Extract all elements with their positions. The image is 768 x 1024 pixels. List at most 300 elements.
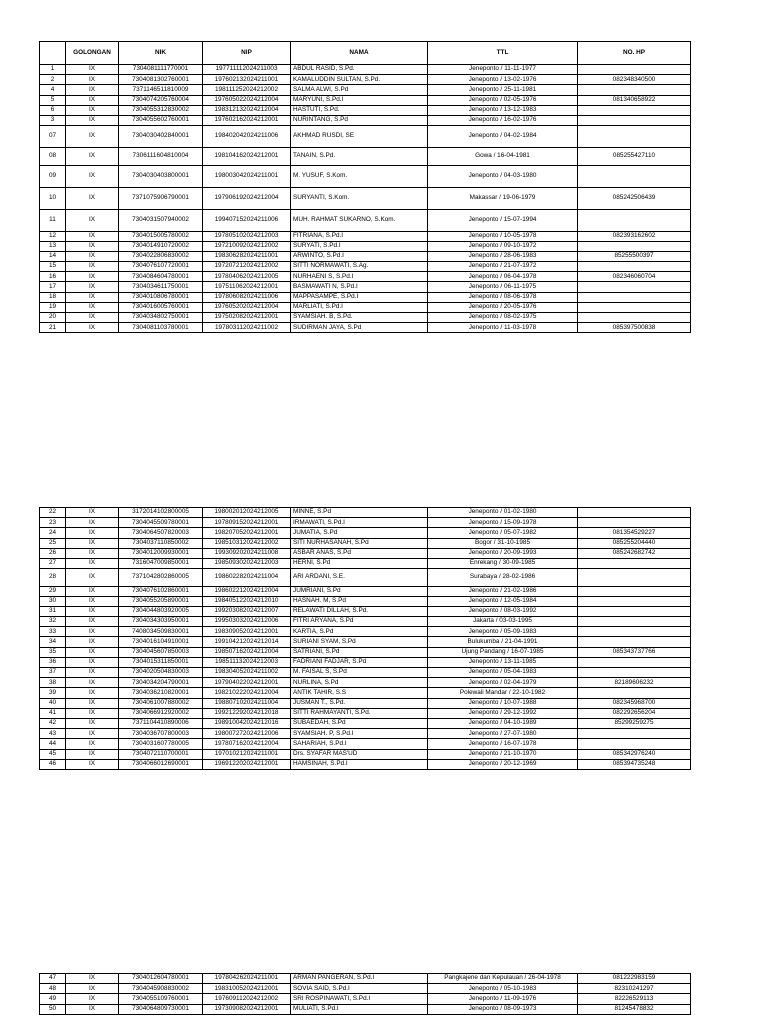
table-row [40,75,691,85]
nama-cell: Drs. SYAFAR MAS'UD [291,749,428,759]
no-hp-cell [578,596,691,606]
nik-cell: 7304030402840001 [119,126,203,148]
row-number-cell: 24 [40,528,66,538]
golongan-cell: IX [66,708,119,718]
golongan-cell: IX [66,272,119,282]
no-hp-cell [578,739,691,749]
nip-cell: 196912202024212001 [203,759,291,769]
golongan-cell: IX [66,251,119,261]
nama-cell: HAMSINAH, S.Pd.I [291,759,428,769]
nip-cell: 197605022024212004 [203,95,291,105]
nama-cell: KARTIA, S.Pd [291,627,428,637]
nama-cell: FITRIANA, S.Pd.I [291,231,428,241]
golongan-cell: IX [66,262,119,272]
nama-cell: SRI ROSPINAWATI, S.Pd.I [291,994,428,1004]
nama-cell: SURYATI, S.Pd.I [291,241,428,251]
nip-cell: 197904022024212001 [203,678,291,688]
table-row [40,708,691,718]
ttl-cell: Jeneponto / 29-12-1992 [428,708,578,718]
nik-cell: 7304066912920002 [119,708,203,718]
ttl-cell: Jeneponto / 05-07-1982 [428,528,578,538]
nama-cell: JUMRIANI, S.Pd [291,586,428,596]
nik-cell: 7304055312830002 [119,105,203,115]
ttl-cell: Jeneponto / 05-10-1983 [428,984,578,994]
no-hp-cell [578,126,691,148]
row-number-cell: 23 [40,518,66,528]
table-row [40,749,691,759]
table-row [40,508,691,518]
table-row [40,282,691,292]
ttl-cell: Jeneponto / 20-09-1993 [428,548,578,558]
nip-cell: 198309052024212001 [203,627,291,637]
golongan-cell: IX [66,313,119,323]
table-row [40,231,691,241]
nik-cell: 7304015311850001 [119,657,203,667]
golongan-cell: IX [66,323,119,333]
nama-cell: MARLIATI, S.Pd.I [291,302,428,312]
row-number-cell: 38 [40,678,66,688]
nip-cell: 198602282024211004 [203,569,291,586]
row-number-cell: 50 [40,1004,66,1014]
golongan-cell: IX [66,627,119,637]
table-row [40,313,691,323]
no-hp-cell: 085242682742 [578,548,691,558]
no-hp-cell: 82189606232 [578,678,691,688]
golongan-cell: IX [66,165,119,187]
nama-cell: SITTI NORMAWATI, S.Ag. [291,262,428,272]
nik-cell: 7304015005780002 [119,231,203,241]
nip-cell: 198511132024212003 [203,657,291,667]
nama-cell: FADRIANI FADJAR, S.Pd [291,657,428,667]
nik-cell: 7304037110850002 [119,538,203,548]
golongan-cell: IX [66,739,119,749]
header-no [40,42,66,65]
ttl-cell: Surabaya / 28-02-1986 [428,569,578,586]
no-hp-cell: 082292656204 [578,708,691,718]
ttl-cell: Jeneponto / 04-03-1980 [428,165,578,187]
nik-cell: 7304055602760001 [119,115,203,125]
ttl-cell: Jeneponto / 15-07-1994 [428,209,578,231]
nip-cell: 197711112024211003 [203,65,291,75]
row-number-cell: 30 [40,596,66,606]
header-nip: NIP [203,42,291,65]
no-hp-cell [578,209,691,231]
table-row [40,209,691,231]
golongan-cell: IX [66,698,119,708]
golongan-cell: IX [66,617,119,627]
nip-cell: 199104212024212014 [203,637,291,647]
ttl-cell: Jeneponto / 05-09-1983 [428,627,578,637]
nik-cell: 7304034303950001 [119,617,203,627]
table-row [40,126,691,148]
golongan-cell: IX [66,292,119,302]
ttl-cell: Jeneponto / 11-03-1978 [428,323,578,333]
golongan-cell: IX [66,558,119,568]
row-number-cell: 41 [40,708,66,718]
no-hp-cell: 082348340500 [578,75,691,85]
ttl-cell: Jeneponto / 11-09-1976 [428,994,578,1004]
ttl-cell: Jeneponto / 05-04-1983 [428,668,578,678]
row-number-cell: 29 [40,586,66,596]
nama-cell: RELAWATI DILLAH, S.Pd. [291,606,428,616]
header-nama: NAMA [291,42,428,65]
no-hp-cell: 82226529113 [578,994,691,1004]
row-number-cell: 48 [40,984,66,994]
row-number-cell: 36 [40,657,66,667]
nama-cell: ARMAN PANGERAN, S.Pd.I [291,974,428,984]
row-number-cell: 21 [40,323,66,333]
nama-cell: HERNI, S.Pd [291,558,428,568]
header-golongan: GOLONGAN [66,42,119,65]
no-hp-cell [578,241,691,251]
golongan-cell: IX [66,596,119,606]
golongan-cell: IX [66,974,119,984]
nik-cell: 7304034204790001 [119,678,203,688]
ttl-cell: Gowa / 16-04-1981 [428,148,578,165]
nik-cell: 7304074205760004 [119,95,203,105]
no-hp-cell [578,569,691,586]
ttl-cell: Jeneponto / 02-05-1976 [428,95,578,105]
ttl-cell: Enrekang / 30-09-1985 [428,558,578,568]
no-hp-cell: 082345968700 [578,698,691,708]
nama-cell: FITRI ARYANA, S.Pd [291,617,428,627]
nip-cell: 199212292024212018 [203,708,291,718]
row-number-cell: 45 [40,749,66,759]
nama-cell: HASNAH. M, S.Pd [291,596,428,606]
table-row [40,241,691,251]
ttl-cell: Jeneponto / 08-09-1973 [428,1004,578,1014]
ttl-cell: Jeneponto / 21-10-1970 [428,749,578,759]
employee-table-block-1 [39,41,691,333]
row-number-cell: 31 [40,606,66,616]
no-hp-cell: 082346060704 [578,272,691,282]
ttl-cell: Jeneponto / 13-02-1976 [428,75,578,85]
no-hp-cell [578,729,691,739]
golongan-cell: IX [66,115,119,125]
nama-cell: NURINTANG, S.Pd [291,115,428,125]
ttl-cell: Jeneponto / 20-05-1976 [428,302,578,312]
table-row [40,668,691,678]
nik-cell: 7371104410890006 [119,718,203,728]
ttl-cell: Ujung Pandang / 16-07-1985 [428,647,578,657]
nip-cell: 197502082024212001 [203,313,291,323]
nik-cell: 7371146511810009 [119,85,203,95]
no-hp-cell: 085343737766 [578,647,691,657]
row-number-cell: 42 [40,718,66,728]
ttl-cell: Jeneponto / 27-07-1980 [428,729,578,739]
ttl-cell: Jeneponto / 21-02-1986 [428,586,578,596]
nama-cell: SALMA ALWI, S.Pd [291,85,428,95]
nik-cell: 7304044803920005 [119,606,203,616]
table-row [40,596,691,606]
golongan-cell: IX [66,538,119,548]
row-number-cell: 25 [40,538,66,548]
no-hp-cell [578,105,691,115]
row-number-cell: 14 [40,251,66,261]
golongan-cell: IX [66,508,119,518]
row-number-cell: 2 [40,75,66,85]
no-hp-cell: 085255427110 [578,148,691,165]
nik-cell: 7304036210820001 [119,688,203,698]
nama-cell: MAPPASAMPE, S.Pd.I [291,292,428,302]
golongan-cell: IX [66,759,119,769]
nik-cell: 7304081103780001 [119,323,203,333]
table-row [40,95,691,105]
golongan-cell: IX [66,528,119,538]
ttl-cell: Jeneponto / 02-04-1979 [428,678,578,688]
table-row [40,718,691,728]
no-hp-cell [578,165,691,187]
nip-cell: 197210092024212002 [203,241,291,251]
table-row [40,85,691,95]
nama-cell: MULIATI, S.Pd.I [291,1004,428,1014]
nama-cell: JUMATIA, S.Pd [291,528,428,538]
nip-cell: 198510312024212002 [203,538,291,548]
nip-cell: 197806082024211006 [203,292,291,302]
ttl-cell: Polewali Mandar / 22-10-1982 [428,688,578,698]
nik-cell: 7304072110700001 [119,749,203,759]
golongan-cell: IX [66,241,119,251]
nik-cell: 7304045908830002 [119,984,203,994]
row-number-cell: 46 [40,759,66,769]
nip-cell: 197809152024212001 [203,518,291,528]
no-hp-cell: 85255500397 [578,251,691,261]
ttl-cell: Makassar / 19-06-1979 [428,187,578,209]
no-hp-cell [578,668,691,678]
table-row [40,105,691,115]
ttl-cell: Jeneponto / 13-11-1985 [428,657,578,667]
nama-cell: SITI NURHASANAH, S.Pd [291,538,428,548]
nip-cell: 198807102024211004 [203,698,291,708]
row-number-cell: 10 [40,187,66,209]
nip-cell: 198507162024212004 [203,647,291,657]
nama-cell: IRMAWATI, S.Pd.I [291,518,428,528]
golongan-cell: IX [66,586,119,596]
nik-cell: 7304030403800001 [119,165,203,187]
row-number-cell: 34 [40,637,66,647]
nik-cell: 7304012009930001 [119,548,203,558]
table-row [40,994,691,1004]
nip-cell: 198003042024211001 [203,165,291,187]
nama-cell: M. FAISAL S, S.Pd [291,668,428,678]
table-row [40,586,691,596]
nik-cell: 7304020504830003 [119,668,203,678]
nip-cell: 197605202024212004 [203,302,291,312]
row-number-cell: 44 [40,739,66,749]
ttl-cell: Jeneponto / 08-06-1978 [428,292,578,302]
ttl-cell: Jeneponto / 06-04-1978 [428,272,578,282]
row-number-cell: 49 [40,994,66,1004]
no-hp-cell [578,302,691,312]
nik-cell: 7304014910720002 [119,241,203,251]
nip-cell: 198111252024212002 [203,85,291,95]
table-row [40,698,691,708]
table-row [40,251,691,261]
ttl-cell: Jeneponto / 08-02-1975 [428,313,578,323]
ttl-cell: Jeneponto / 04-02-1984 [428,126,578,148]
golongan-cell: IX [66,994,119,1004]
nik-cell: 7304036707800003 [119,729,203,739]
no-hp-cell [578,688,691,698]
no-hp-cell [578,282,691,292]
no-hp-cell: 85299259275 [578,718,691,728]
no-hp-cell [578,518,691,528]
nama-cell: SATRIANI, S.Pd [291,647,428,657]
nik-cell: 7304045607850003 [119,647,203,657]
row-number-cell: 1 [40,65,66,75]
nama-cell: HASTUTI, S.Pd. [291,105,428,115]
ttl-cell: Jeneponto / 13-12-1983 [428,105,578,115]
golongan-cell: IX [66,749,119,759]
table-row [40,974,691,984]
table-row [40,187,691,209]
row-number-cell: 35 [40,647,66,657]
table-row [40,606,691,616]
row-number-cell: 4 [40,85,66,95]
nip-cell: 198402042024211006 [203,126,291,148]
ttl-cell: Bulukumba / 21-04-1991 [428,637,578,647]
row-number-cell: 6 [40,105,66,115]
nip-cell: 198304052024211002 [203,668,291,678]
golongan-cell: IX [66,668,119,678]
golongan-cell: IX [66,637,119,647]
table-row [40,647,691,657]
table-row [40,538,691,548]
nik-cell: 7304031607780005 [119,739,203,749]
employee-table-block-3 [39,973,691,1015]
nik-cell: 7304084604780001 [119,272,203,282]
golongan-cell: IX [66,729,119,739]
no-hp-cell: 81245478832 [578,1004,691,1014]
table-row [40,302,691,312]
nip-cell: 198310052024212001 [203,984,291,994]
row-number-cell: 18 [40,292,66,302]
nik-cell: 7371075906790001 [119,187,203,209]
nip-cell: 199309202024211008 [203,548,291,558]
table-row [40,272,691,282]
nama-cell: ARI ARDANI, S.E. [291,569,428,586]
golongan-cell: IX [66,606,119,616]
nama-cell: SAHARIAH, S.Pd.I [291,739,428,749]
nik-cell: 7371042802860005 [119,569,203,586]
no-hp-cell [578,606,691,616]
table-row [40,518,691,528]
row-number-cell: 12 [40,231,66,241]
nama-cell: MINNE, S.Pd [291,508,428,518]
table-row [40,739,691,749]
table-row [40,165,691,187]
nama-cell: SUBAEDAH, S.Pd [291,718,428,728]
row-number-cell: 07 [40,126,66,148]
no-hp-cell [578,292,691,302]
no-hp-cell: 085397500838 [578,323,691,333]
nik-cell: 7304031507940002 [119,209,203,231]
nama-cell: ASBAR ANAS, S.Pd [291,548,428,558]
no-hp-cell: 085394735248 [578,759,691,769]
row-number-cell: 11 [40,209,66,231]
nama-cell: SURIANI SYAM, S.Pd [291,637,428,647]
golongan-cell: IX [66,75,119,85]
nama-cell: SITTI RAHMAYANTI, S.Pd. [291,708,428,718]
nama-cell: SYAMSIAH. P, S.Pd.I [291,729,428,739]
nip-cell: 197807162024212004 [203,739,291,749]
nip-cell: 197906192024212004 [203,187,291,209]
nik-cell: 7304076107720001 [119,262,203,272]
ttl-cell: Jeneponto / 15-09-1978 [428,518,578,528]
ttl-cell: Jeneponto / 21-07-1972 [428,262,578,272]
nik-cell: 7304061007880002 [119,698,203,708]
row-number-cell: 28 [40,569,66,586]
no-hp-cell: 085342976240 [578,749,691,759]
ttl-cell: Jeneponto / 20-12-1969 [428,759,578,769]
table-row [40,569,691,586]
nik-cell: 7304055205890001 [119,596,203,606]
golongan-cell: IX [66,657,119,667]
row-number-cell: 13 [40,241,66,251]
nama-cell: SOVIA SAID, S.Pd.I [291,984,428,994]
no-hp-cell [578,313,691,323]
golongan-cell: IX [66,85,119,95]
ttl-cell: Jeneponto / 16-07-1978 [428,739,578,749]
nip-cell: 198602212024212004 [203,586,291,596]
ttl-cell: Jeneponto / 12-05-1984 [428,596,578,606]
no-hp-cell: 085255204440 [578,538,691,548]
nip-cell: 197805102024212003 [203,231,291,241]
nip-cell: 198312132024212004 [203,105,291,115]
no-hp-cell [578,637,691,647]
ttl-cell: Jeneponto / 11-11-1977 [428,65,578,75]
ttl-cell: Pangkajene dan Kepulauan / 26-04-1978 [428,974,578,984]
row-number-cell: 32 [40,617,66,627]
nama-cell: SUDIRMAN JAYA, S.Pd [291,323,428,333]
nip-cell: 199203082024212007 [203,606,291,616]
no-hp-cell [578,586,691,596]
table-row [40,528,691,538]
table-row [40,548,691,558]
golongan-cell: IX [66,126,119,148]
nik-cell: 7304055109760001 [119,994,203,1004]
nama-cell: AKHMAD RUSDI, SE [291,126,428,148]
ttl-cell: Jeneponto / 08-03-1992 [428,606,578,616]
ttl-cell: Jeneponto / 04-10-1989 [428,718,578,728]
employee-table-block-2 [39,507,691,770]
table-header-row [40,42,691,65]
golongan-cell: IX [66,282,119,292]
nama-cell: MUH. RAHMAT SUKARNO, S.Kom. [291,209,428,231]
nik-cell: 7304076102860001 [119,586,203,596]
row-number-cell: 16 [40,272,66,282]
golongan-cell: IX [66,718,119,728]
nama-cell: NURLINA, S.Pd [291,678,428,688]
golongan-cell: IX [66,231,119,241]
golongan-cell: IX [66,647,119,657]
nip-cell: 197602132024211001 [203,75,291,85]
nik-cell: 7304016005760001 [119,302,203,312]
header-no-hp: NO. HP [578,42,691,65]
nama-cell: ARWINTO, S.Pd.I [291,251,428,261]
table-row [40,1004,691,1014]
nik-cell: 7304064507820003 [119,528,203,538]
table-row [40,115,691,125]
row-number-cell: 40 [40,698,66,708]
row-number-cell: 47 [40,974,66,984]
nik-cell: 7304064809730001 [119,1004,203,1014]
nip-cell: 198405122024212010 [203,596,291,606]
nama-cell: TANAIN, S.Pd. [291,148,428,165]
row-number-cell: 17 [40,282,66,292]
golongan-cell: IX [66,569,119,586]
nama-cell: ANTIK TAHIR, S.S [291,688,428,698]
